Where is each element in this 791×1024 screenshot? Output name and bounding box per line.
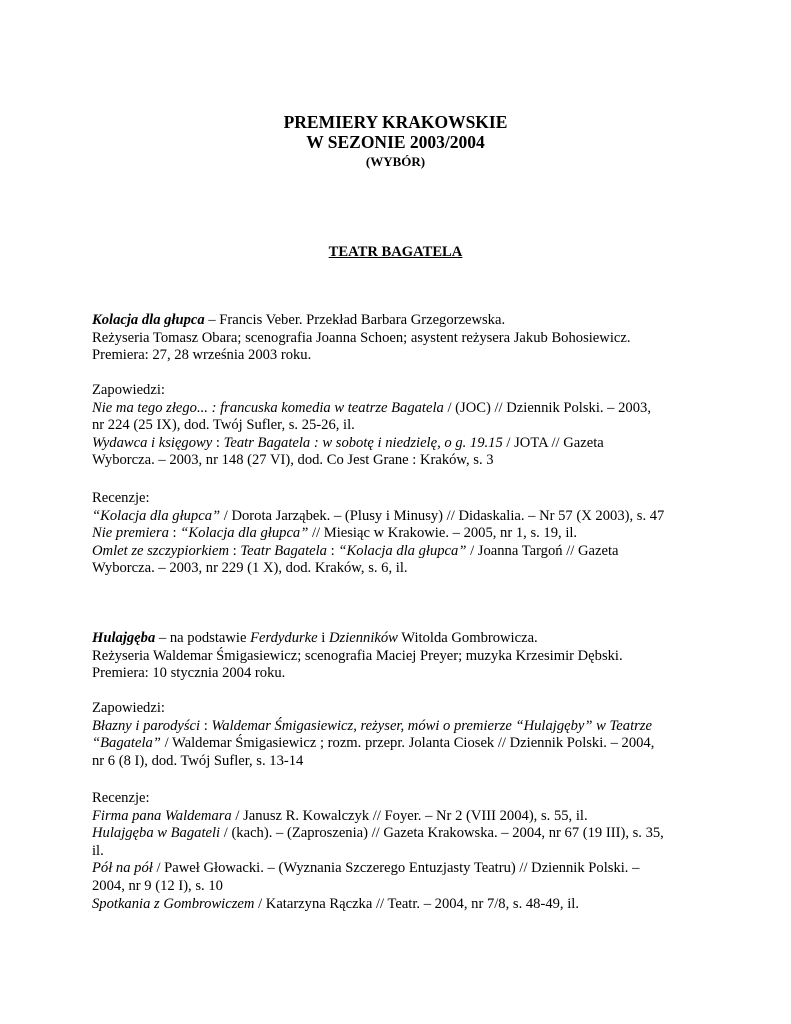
announcement-subtitle: “Bagatela”	[92, 735, 161, 752]
announcement-source: / Waldemar Śmigasiewicz ; rozm. przepr. Jolanta Ciosek // Dziennik Polski. – 2004,	[160, 735, 655, 752]
play-info: – na podstawie	[155, 630, 251, 646]
review-title: Nie premiera	[92, 525, 169, 542]
review-subtitle: “Kolacja dla głupca”	[338, 542, 467, 559]
announcement-title: Nie ma tego złego... : francuska komedia w teatrze Bagatela	[92, 399, 444, 416]
review-title: Firma pana Waldemara	[92, 807, 232, 824]
announcement-item	[92, 718, 712, 736]
review-source: / Joanna Targoń // Gazeta	[466, 542, 619, 559]
play-premiere: Premiera: 10 stycznia 2004 roku.	[92, 665, 286, 682]
review-item-cont: il.	[92, 842, 104, 859]
reviews-hulajgeba	[92, 790, 712, 913]
announcement-title: Błazny i parodyści	[92, 717, 201, 734]
review-item	[92, 860, 712, 878]
announcement-item	[92, 435, 712, 453]
play-info: i	[317, 630, 329, 646]
play-credits: Reżyseria Waldemar Śmigasiewicz; scenografia Maciej Preyer; muzyka Krzesimir Dębski.	[92, 647, 623, 664]
announcement-subtitle: Waldemar Śmigasiewicz, reżyser, mówi o premierze “Hulajgęby” w Teatrze	[211, 717, 652, 734]
separator: :	[229, 542, 241, 559]
announcement-item-cont: Wyborcza. – 2003, nr 148 (27 VI), dod. Co Jest Grane : Kraków, s. 3	[92, 452, 494, 469]
page-title-season: W SEZONIE 2003/2004	[306, 132, 485, 152]
play-entry-kolacja	[92, 312, 712, 365]
play-author-info: – Francis Veber. Przekład Barbara Grzegorzewska.	[204, 312, 506, 328]
review-subtitle: Teatr Bagatela	[240, 542, 327, 559]
announcement-source: / (JOC) // Dziennik Polski. – 2003,	[443, 399, 651, 416]
reviews-label: Recenzje:	[92, 490, 150, 506]
play-heading	[92, 630, 712, 648]
separator: :	[200, 717, 212, 734]
review-item	[92, 508, 712, 526]
reviews-label: Recenzje:	[92, 790, 150, 806]
announcement-item-cont	[92, 735, 712, 753]
work-title: Dzienników	[329, 630, 398, 646]
theatre-heading: TEATR BAGATELA	[328, 244, 463, 260]
separator: :	[326, 542, 339, 559]
announcement-item	[92, 400, 712, 418]
review-title: Hulajgęba w Bagateli	[92, 825, 221, 842]
page-subtitle: (WYBÓR)	[365, 154, 426, 169]
separator: :	[168, 525, 181, 542]
review-item-cont: Wyborcza. – 2003, nr 229 (1 X), dod. Kraków, s. 6, il.	[92, 560, 408, 577]
review-item	[92, 808, 712, 826]
review-source: / (kach). – (Zaproszenia) // Gazeta Krakowska. – 2004, nr 67 (19 III), s. 35,	[220, 825, 664, 842]
review-item	[92, 896, 712, 914]
review-source: // Miesiąc w Krakowie. – 2005, nr 1, s. 19, il.	[308, 525, 578, 542]
review-title: Spotkania z Gombrowiczem	[92, 895, 255, 912]
play-credits: Reżyseria Tomasz Obara; scenografia Joanna Schoen; asystent reżysera Jakub Bohosiewicz.	[92, 329, 631, 346]
announcement-item-cont: nr 6 (8 I), dod. Twój Sufler, s. 13-14	[92, 752, 304, 769]
review-title: “Kolacja dla głupca”	[92, 507, 221, 524]
review-item	[92, 525, 712, 543]
announcement-title: Wydawca i księgowy	[92, 434, 213, 451]
announcements-kolacja	[92, 382, 712, 470]
play-heading	[92, 312, 712, 330]
announcement-item-cont: nr 224 (25 IX), dod. Twój Sufler, s. 25-26, il.	[92, 417, 355, 434]
reviews-kolacja	[92, 490, 712, 578]
announcements-hulajgeba	[92, 700, 712, 770]
review-source: / Katarzyna Rączka // Teatr. – 2004, nr 7/8, s. 48-49, il.	[254, 895, 579, 912]
review-item-cont: 2004, nr 9 (12 I), s. 10	[92, 877, 223, 894]
review-source: / Dorota Jarząbek. – (Plusy i Minusy) // Didaskalia. – Nr 57 (X 2003), s. 47	[220, 507, 665, 524]
announcement-source: / JOTA // Gazeta	[502, 434, 604, 451]
page-title: PREMIERY KRAKOWSKIE	[283, 112, 508, 132]
play-title: Hulajgęba	[92, 630, 156, 646]
review-item	[92, 543, 712, 561]
play-info: Witolda Gombrowicza.	[397, 630, 538, 646]
announcements-label: Zapowiedzi:	[92, 382, 165, 398]
work-title: Ferdydurke	[250, 630, 318, 646]
review-subtitle: “Kolacja dla głupca”	[180, 525, 309, 542]
play-premiere: Premiera: 27, 28 września 2003 roku.	[92, 347, 312, 364]
play-title: Kolacja dla głupca	[92, 312, 205, 328]
play-entry-hulajgeba	[92, 630, 712, 683]
announcement-subtitle: Teatr Bagatela : w sobotę i niedzielę, o g. 19.15	[223, 434, 503, 451]
review-source: / Janusz R. Kowalczyk // Foyer. – Nr 2 (VIII 2004), s. 55, il.	[231, 807, 588, 824]
review-title: Pół na pół	[92, 860, 153, 877]
review-title: Omlet ze szczypiorkiem	[92, 542, 229, 559]
announcements-label: Zapowiedzi:	[92, 700, 165, 716]
review-item	[92, 825, 712, 843]
review-source: / Paweł Głowacki. – (Wyznania Szczerego Entuzjasty Teatru) // Dziennik Polski. –	[152, 860, 640, 877]
separator: :	[212, 434, 224, 451]
